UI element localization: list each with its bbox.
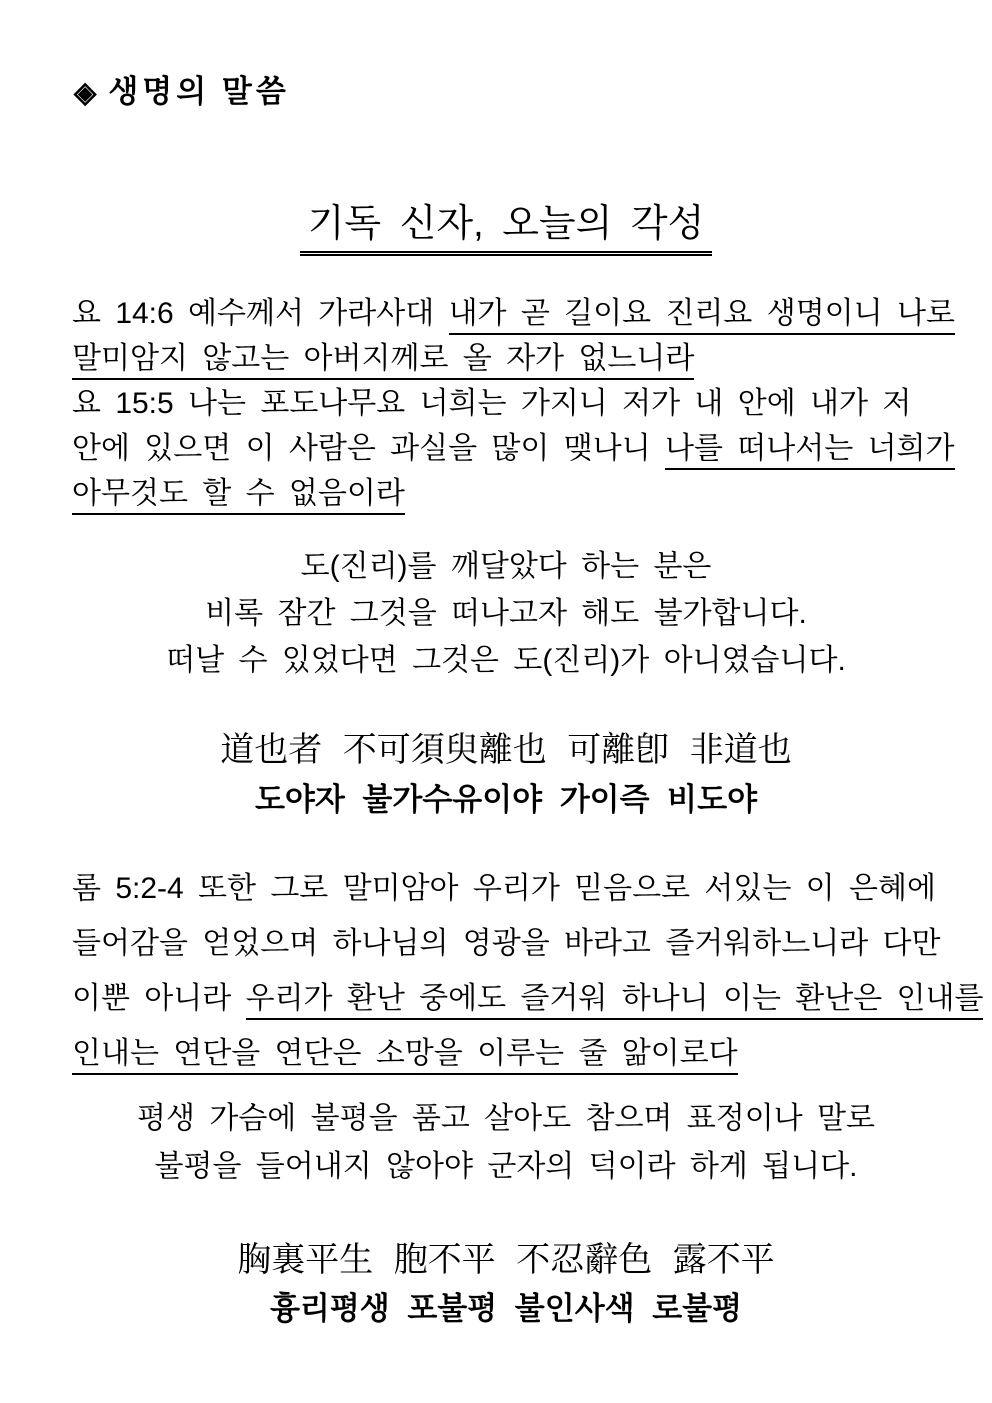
verse-block-john	[72, 291, 955, 516]
diamond-icon: ◈	[74, 77, 97, 109]
meditation-line: 불평을 들어내지 않아야 군자의 덕이라 하게 됩니다.	[154, 1150, 858, 1183]
verse-text: 이뿐 아니라	[72, 982, 246, 1015]
verse-text: 요 15:5 나는 포도나무요 너희는 가지니 저가 내 안에 내가 저	[72, 387, 912, 420]
verse-line-john-15-5-1	[72, 381, 940, 426]
verse-text-underlined: 내가 곧 길이요 진리요 생명이니 나로	[449, 297, 955, 335]
section-header-label: 생명의 말씀	[108, 74, 290, 109]
title-row	[72, 202, 940, 256]
verse-line-john-14-6-2	[72, 336, 940, 381]
verse-line-john-15-5-2	[72, 426, 955, 471]
verse-line-romans-2	[72, 916, 940, 971]
verse-text-underlined: 말미암지 않고는 아버지께로 올 자가 없느니라	[72, 342, 694, 380]
document-title: 기독 신자, 오늘의 각성	[300, 202, 713, 256]
meditation-line: 떠날 수 있었다면 그것은 도(진리)가 아니였습니다.	[166, 644, 846, 677]
meditation-line: 도(진리)를 깨달았다 하는 분은	[300, 550, 712, 583]
verse-line-romans-4	[72, 1026, 940, 1081]
verse-line-romans-1	[72, 861, 940, 916]
verse-text: 안에 있으면 이 사람은 과실을 많이 맺나니	[72, 432, 666, 465]
verse-line-romans-3	[72, 971, 984, 1026]
verse-text: 들어감을 얻었으며 하나님의 영광을 바라고 즐거워하느니라 다만	[72, 927, 941, 960]
section-header	[74, 66, 290, 111]
hanja-chinese-line: 道也者 不可須臾離也 可離卽 非道也	[220, 732, 792, 769]
hanja-korean-reading-line: 도야자 불가수유이야 가이즉 비도야	[254, 782, 758, 817]
verse-text: 요 14:6 예수께서 가라사대	[72, 297, 449, 330]
meditation-line: 비록 잠간 그것을 떠나고자 해도 불가합니다.	[205, 597, 807, 630]
meditation-line: 평생 가슴에 불평을 품고 살아도 참으며 표정이나 말로	[137, 1102, 875, 1135]
verse-line-john-15-5-3	[72, 471, 940, 516]
meditation-patience-block	[72, 1095, 940, 1191]
verse-text-underlined: 우리가 환난 중에도 즐거워 하나니 이는 환난은 인내를	[246, 982, 984, 1020]
hanja-tao-block	[72, 726, 940, 824]
verse-text-underlined: 나를 떠나서는 너희가	[665, 432, 955, 470]
meditation-truth-block	[72, 543, 940, 684]
hanja-chinese-line: 胸裏平生 胞不平 不忍辭色 露不平	[237, 1242, 775, 1279]
verse-text-underlined: 아무것도 할 수 없음이라	[72, 477, 405, 515]
verse-line-john-14-6-1	[72, 291, 955, 336]
verse-block-romans	[72, 861, 984, 1081]
hanja-patience-block	[72, 1237, 940, 1333]
hanja-korean-reading-line: 흉리평생 포불평 불인사색 로불평	[269, 1291, 743, 1326]
verse-text: 롬 5:2-4 또한 그로 말미암아 우리가 믿음으로 서있는 이 은혜에	[72, 872, 936, 905]
verse-text-underlined: 인내는 연단을 연단은 소망을 이루는 줄 앎이로다	[72, 1037, 738, 1075]
